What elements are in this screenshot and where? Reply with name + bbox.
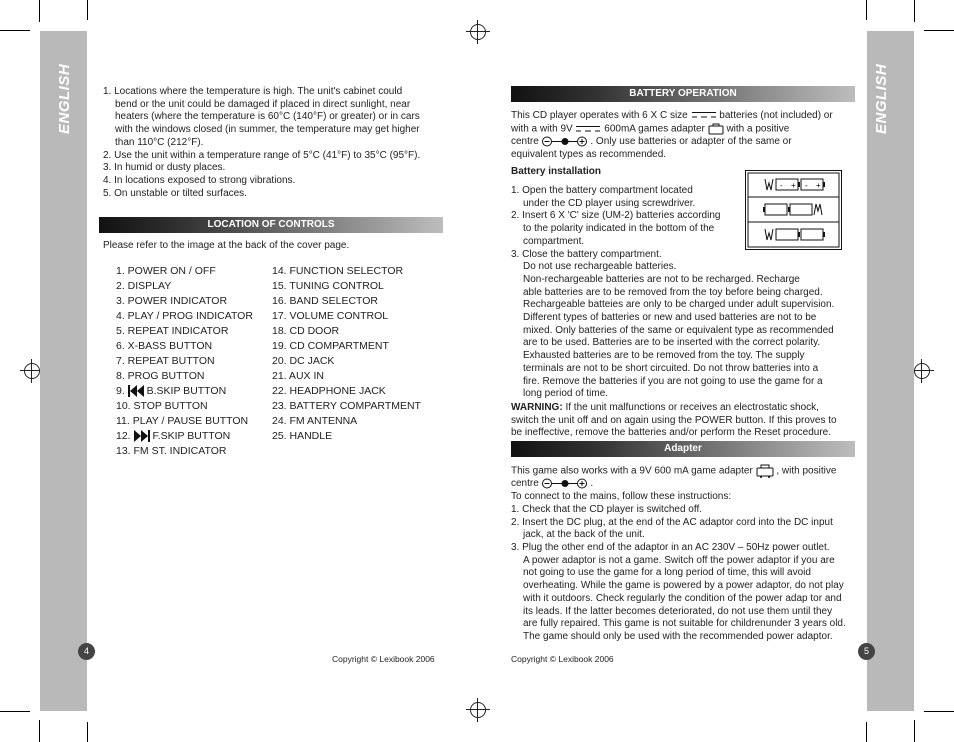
list-item: 2. Insert the DC plug, at the end of the AC adaptor cord into the DC input jack, at the back of the unit. — [511, 516, 833, 541]
crop-mark — [87, 722, 88, 742]
list-item: 21. AUX IN — [272, 370, 324, 382]
warning-text: WARNING: If the unit malfunctions or receives an electrostatic shock, switch the unit off and on again using the POWER button. If this proves to be ineffective, remove the batteries and/or perform the Reset procedure. — [511, 402, 837, 439]
crop-mark — [866, 722, 867, 742]
adapter-heading: Adapter — [511, 441, 855, 457]
crop-mark — [914, 720, 915, 742]
skip-back-icon — [128, 385, 144, 397]
list-item: 25. HANDLE — [272, 430, 333, 442]
list-item: 6. X-BASS BUTTON — [116, 340, 213, 352]
list-item: 17. VOLUME CONTROL — [272, 310, 389, 322]
list-item: 20. DC JACK — [272, 355, 335, 367]
battery-minus-mark: - — [805, 181, 808, 190]
list-item: 1. Open the battery compartment located under the CD player using screwdriver. — [511, 185, 696, 209]
list-item: 3. POWER INDICATOR — [116, 295, 228, 307]
list-item: 9. B.SKIP BUTTON — [116, 385, 227, 397]
battery-operation-heading: BATTERY OPERATION — [511, 86, 855, 102]
battery-minus-mark: - — [780, 181, 783, 190]
list-item: 16. BAND SELECTOR — [272, 295, 379, 307]
crop-mark — [924, 711, 954, 712]
list-item: 10. STOP BUTTON — [116, 400, 208, 412]
battery-installation-heading: Battery installation — [511, 166, 602, 177]
list-item: 18. CD DOOR — [272, 325, 340, 337]
battery-plus-mark: + — [791, 181, 796, 190]
dc-symbol-icon — [575, 125, 601, 133]
crop-mark — [924, 30, 954, 31]
sidebar-label: ENGLISH — [56, 63, 73, 134]
battery-plus-mark: + — [816, 181, 821, 190]
list-item: 11. PLAY / PAUSE BUTTON — [116, 415, 249, 427]
environment-list — [103, 86, 448, 200]
crop-mark — [87, 0, 88, 20]
controls-list-col1 — [116, 264, 271, 459]
list-item: 2. DISPLAY — [116, 280, 172, 292]
positive-centre-polarity-icon — [542, 478, 588, 489]
list-item: 3. Close the battery compartment. Do not use rechargeable batteries. Non-rechargeable batteries are not to be recharged. Recharge able batteries are to be removed from the toy before being charged. Rechargeable batteies are only to be charged under adult supervision. Different types of batteries or new and used batteries are not to be mixed. Only batteries of the same or equivalent type as recommended are to be used. Batteries are to be inserted with the correct polarity. Exhausted batteries are to be removed from the toy. The supply terminals are not to be short circuited. Do not throw batteries into a fire. Remove the batteries if you are not going to use the game for a long period of time. — [511, 248, 835, 400]
list-item: 19. CD COMPARTMENT — [272, 340, 389, 352]
list-item: 15. TUNING CONTROL — [272, 280, 384, 292]
registration-mark-icon — [470, 702, 486, 718]
crop-mark — [39, 0, 40, 22]
list-item: 13. FM ST. INDICATOR — [116, 445, 227, 457]
list-item: 5. REPEAT INDICATOR — [116, 325, 229, 337]
location-of-controls-heading: LOCATION OF CONTROLS — [99, 217, 443, 233]
controls-list-col2 — [272, 264, 442, 444]
list-item: 22. HEADPHONE JACK — [272, 385, 386, 397]
copyright: Copyright © Lexibook 2006 — [332, 654, 435, 664]
location-intro: Please refer to the image at the back of the cover page. — [103, 240, 350, 251]
crop-mark — [0, 711, 30, 712]
list-item: 24. FM ANTENNA — [272, 415, 358, 427]
list-item: 1. Locations where the temperature is high. The unit's cabinet could bend or the unit could be damaged if placed in direct sunlight, near heaters (where the temperature is 60°C (140°F) or greater) or in cars with the windows closed (in summer, the temperature may get higher than 110°C (212°F). — [103, 86, 420, 148]
list-item: 1. Check that the CD player is switched off. — [511, 503, 703, 515]
skip-forward-icon — [134, 430, 150, 442]
registration-mark-icon — [24, 363, 40, 379]
adapter-section: This game also works with a 9V 600 mA game adapter , with positive centre . To connect to the mains, follow these instructions: 1. Check that the CD player is switched off. 2. Insert the DC plug, at the end of the AC adaptor cord into the DC input jack, at the back of the unit. 3. Plug the other end of the adaptor in an AC 230V – 50Hz power outlet. A power adaptor is not a game. Switch off the power adaptor if you are not going to use the game for a long period of time, this will avoid overheating. While the game is powered by a power adaptor, do not play with it outdoors. Check regularly the condition of the power adap tor and its leads. If the latter becomes deteriorated, do not use them until they are fully repaired. This game is not suitable for childrenunder 3 years old. The game should only be used with the recommended power adaptor. — [511, 464, 856, 644]
adapter-icon — [708, 123, 724, 135]
sidebar-label: ENGLISH — [873, 63, 890, 134]
crop-mark — [39, 720, 40, 742]
battery-compartment-diagram — [745, 170, 842, 250]
crop-mark — [0, 30, 30, 31]
list-item: 5. On unstable or tilted surfaces. — [103, 187, 247, 199]
list-item: 23. BATTERY COMPARTMENT — [272, 400, 421, 412]
registration-mark-icon — [470, 24, 486, 40]
list-item: 3. In humid or dusty places. — [103, 162, 226, 174]
positive-centre-polarity-icon — [542, 136, 588, 147]
list-item: 4. PLAY / PROG INDICATOR — [116, 310, 253, 322]
dc-symbol-icon — [691, 111, 717, 119]
list-item: 8. PROG BUTTON — [116, 370, 205, 382]
list-item: 1. POWER ON / OFF — [116, 265, 216, 277]
copyright: Copyright © Lexibook 2006 — [511, 654, 614, 664]
list-item: 14. FUNCTION SELECTOR — [272, 265, 404, 277]
registration-mark-icon — [914, 363, 930, 379]
crop-mark — [914, 0, 915, 22]
list-item: 7. REPEAT BUTTON — [116, 355, 215, 367]
battery-intro: This CD player operates with 6 X C size batteries (not included) or with a with 9V 600mA games adapter with a positive centre . Only use batteries or adapter of the same or equivalent types as recommended. — [511, 110, 833, 160]
page-number: 4 — [78, 643, 95, 660]
crop-mark — [866, 0, 867, 20]
list-item: 12. F.SKIP BUTTON — [116, 430, 231, 442]
page-number: 5 — [858, 643, 875, 660]
list-item: 3. Plug the other end of the adaptor in an AC 230V – 50Hz power outlet. A power adaptor is not a game. Switch off the power adaptor if you are not going to use the game for a long period of time, this will avoid overheating. While the game is powered by a power adaptor, do not play with it outdoors. Check regularly the condition of the power adap tor and its leads. If the latter becomes deteriorated, do not use them until they are fully repaired. This game is not suitable for childrenunder 3 years old. The game should only be used with the recommended power adaptor. — [511, 542, 846, 642]
adapter-icon — [756, 464, 774, 478]
list-item: 2. Insert 6 X 'C' size (UM-2) batteries according to the polarity indicated in the bottom of the compartment. — [511, 210, 721, 247]
list-item: 4. In locations exposed to strong vibrations. — [103, 174, 296, 186]
list-item: 2. Use the unit within a temperature range of 5°C (41°F) to 35°C (95°F). — [103, 149, 421, 161]
